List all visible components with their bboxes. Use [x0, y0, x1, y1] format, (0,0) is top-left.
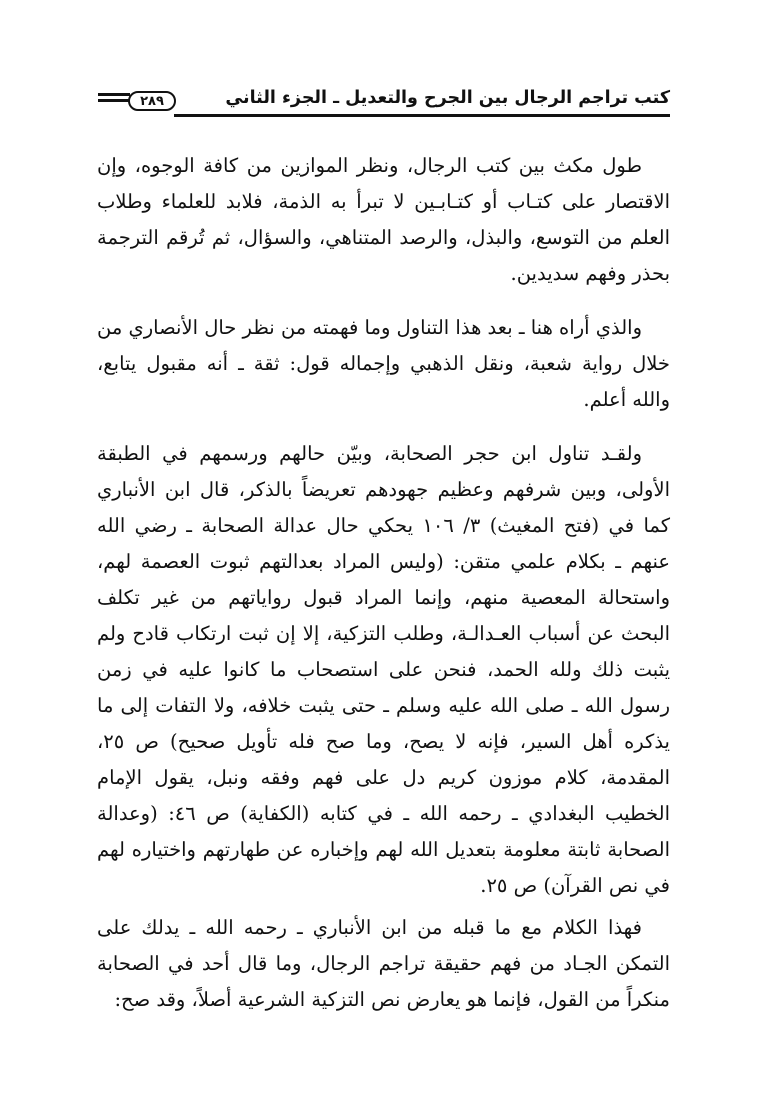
paragraph-4: فهذا الكلام مع ما قبله من ابن الأنباري ـ رحمه الله ـ يدلك على التمكن الجـاد من فهم حقيقة تراجم الرجال، وما قال أحد في الصحابة منكراً من القول، فإنما هو يعارض نص التزكية الشرعية أصلاً، وقد صح:: [97, 916, 670, 1011]
header-rule: [174, 114, 670, 117]
paragraph-1: طول مكث بين كتب الرجال، ونظر الموازين من كافة الوجوه، وإن الاقتصار على كتـاب أو كتـابـين لا تبرأ به الذمة، فلابد للعلماء وطلاب العلم من التوسع، والبذل، والرصد المتناهي، والسؤال، ثم تُرقم الترجمة بحذر وفهم سديدين.: [97, 154, 670, 285]
body-text: [97, 148, 670, 1036]
header-ornament-lines: [98, 93, 130, 109]
page-number: ٢٨٩: [128, 91, 176, 111]
paragraph-2: والذي أراه هنا ـ بعد هذا التناول وما فهمته من نظر حال الأنصاري من خلال رواية شعبة، ونقل الذهبي وإجماله قول: ثقة ـ أنه مقبول يتابع، والله أعلم.: [97, 316, 670, 411]
paragraph-3: ولقـد تناول ابن حجر الصحابة، وبيّن حالهم ورسمهم في الطبقة الأولى، وبين شرفهم وعظيم جهودهم تعريضاً بالذكر، قال ابن الأنباري كما في (فتح المغيث) ٣/ ١٠٦ يحكي حال عدالة الصحابة ـ رضي الله عنهم ـ بكلام علمي متقن: (وليس المراد بعدالتهم ثبوت العصمة لهم، واستحالة المعصية منهم، وإنما المراد قبول رواياتهم من غير تكلف البحث عن أسباب العـدالـة، وطلب التزكية، إلا إن ثبت ارتكاب قادح ولم يثبت ذلك ولله الحمد، فنحن على استصحاب ما كانوا عليه في زمن رسول الله ـ صلى الله عليه وسلم ـ حتى يثبت خلافه، ولا التفات إلى ما يذكره أهل السير، فإنه لا يصح، وما صح فله تأويل صحيح) ص ٢٥، المقدمة، كلام موزون كريم دل على فهم وفقه ونبل، يقول الإمام الخطيب البغدادي ـ رحمه الله ـ في كتابه (الكفاية) ص ٤٦: (وعدالة الصحابة ثابتة معلومة بتعديل الله لهم وإخباره عن طهارتهم واختياره لهم في نص القرآن) ص ٢٥.: [97, 442, 670, 897]
page-header: [98, 84, 670, 118]
running-title: كتب تراجم الرجال بين الجرح والتعديل ـ الجزء الثاني: [225, 88, 670, 108]
